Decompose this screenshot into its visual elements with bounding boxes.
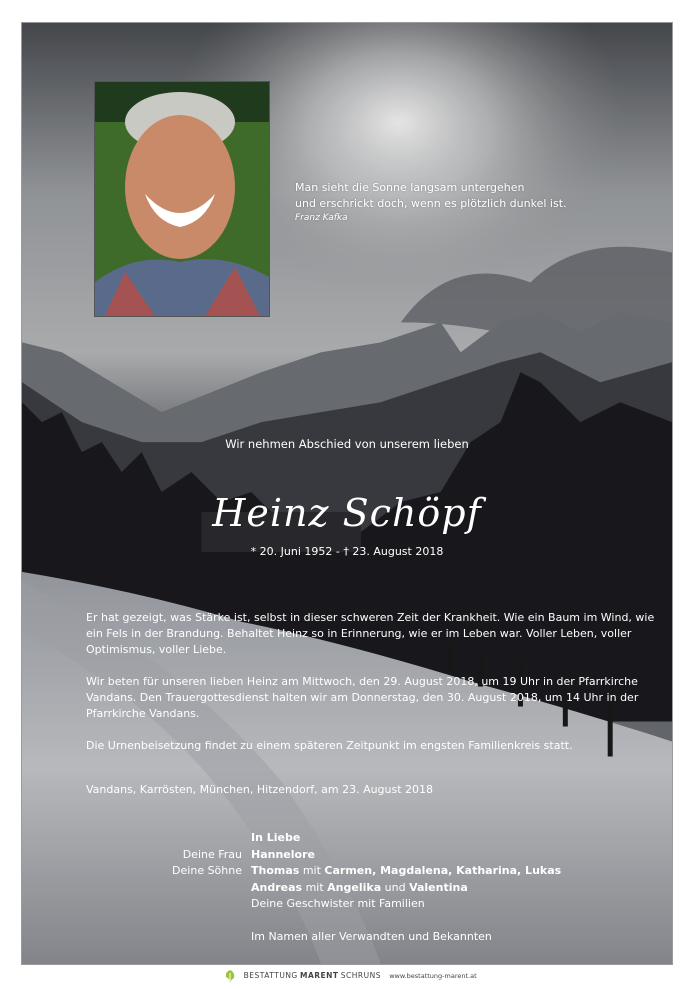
paragraph-services: Wir beten für unseren lieben Heinz am Mittwoch, den 29. August 2018, um 19 Uhr in der Pfarrkirche Vandans. Den Trauergottesdienst halten wir am Donnerstag, den 30. August 2018, um 14 Uhr in der Pfarrkirche Vandans. bbox=[86, 675, 639, 720]
portrait-photo bbox=[94, 81, 270, 317]
quote-block bbox=[295, 180, 567, 225]
quote-author: Franz Kafka bbox=[295, 213, 348, 223]
place-date: Vandans, Karrösten, München, Hitzendorf, am 23. August 2018 bbox=[86, 783, 434, 796]
footer-brand-a: BESTATTUNG bbox=[243, 971, 298, 980]
mit-1: mit bbox=[302, 864, 321, 877]
sons-label: Deine Söhne bbox=[172, 864, 242, 877]
son-1-family: Carmen, Magdalena, Katharina, Lukas bbox=[324, 864, 562, 877]
paragraph-strength: Er hat gezeigt, was Stärke ist, selbst in dieser schweren Zeit der Krankheit. Wie ein Baum im Wind, wie ein Fels in der Brandung. Behaltet Heinz so in Erinnerung, wie er im Leben war. Voller Leben, voller Optimismus, voller Liebe. bbox=[86, 611, 655, 656]
signature-labels bbox=[172, 830, 242, 880]
footer bbox=[0, 966, 700, 986]
relatives-line: Im Namen aller Verwandten und Bekannten bbox=[251, 930, 492, 943]
footer-brand-b: MARENT bbox=[299, 971, 339, 980]
son-2-partner: Angelika bbox=[327, 880, 382, 894]
footer-brand-c: SCHRUNS bbox=[340, 971, 381, 980]
son-2: Andreas bbox=[251, 880, 303, 894]
life-dates: * 20. Juni 1952 - † 23. August 2018 bbox=[250, 545, 444, 558]
obituary-card bbox=[21, 22, 673, 965]
und: und bbox=[384, 880, 406, 894]
quote-line-1: Man sieht die Sonne langsam untergehen bbox=[295, 181, 525, 194]
obituary-body bbox=[86, 610, 656, 770]
signature-names bbox=[251, 830, 561, 946]
deceased-name: Heinz Schöpf bbox=[212, 491, 482, 535]
leaf-logo-icon bbox=[223, 969, 237, 983]
intro-text: Wir nehmen Abschied von unserem lieben bbox=[225, 437, 469, 451]
wife-name: Hannelore bbox=[251, 847, 315, 861]
mit-2: mit bbox=[305, 880, 324, 894]
paragraph-urn: Die Urnenbeisetzung findet zu einem späteren Zeitpunkt im engsten Familienkreis statt. bbox=[86, 739, 573, 752]
siblings-line: Deine Geschwister mit Familien bbox=[251, 897, 425, 910]
footer-url[interactable]: www.bestattung-marent.at bbox=[389, 972, 477, 980]
son-1: Thomas bbox=[251, 864, 300, 877]
in-liebe: In Liebe bbox=[251, 831, 301, 844]
quote-line-2: und erschrickt doch, wenn es plötzlich dunkel ist. bbox=[295, 197, 567, 210]
wife-label: Deine Frau bbox=[182, 847, 242, 861]
son-2-child: Valentina bbox=[409, 880, 468, 894]
